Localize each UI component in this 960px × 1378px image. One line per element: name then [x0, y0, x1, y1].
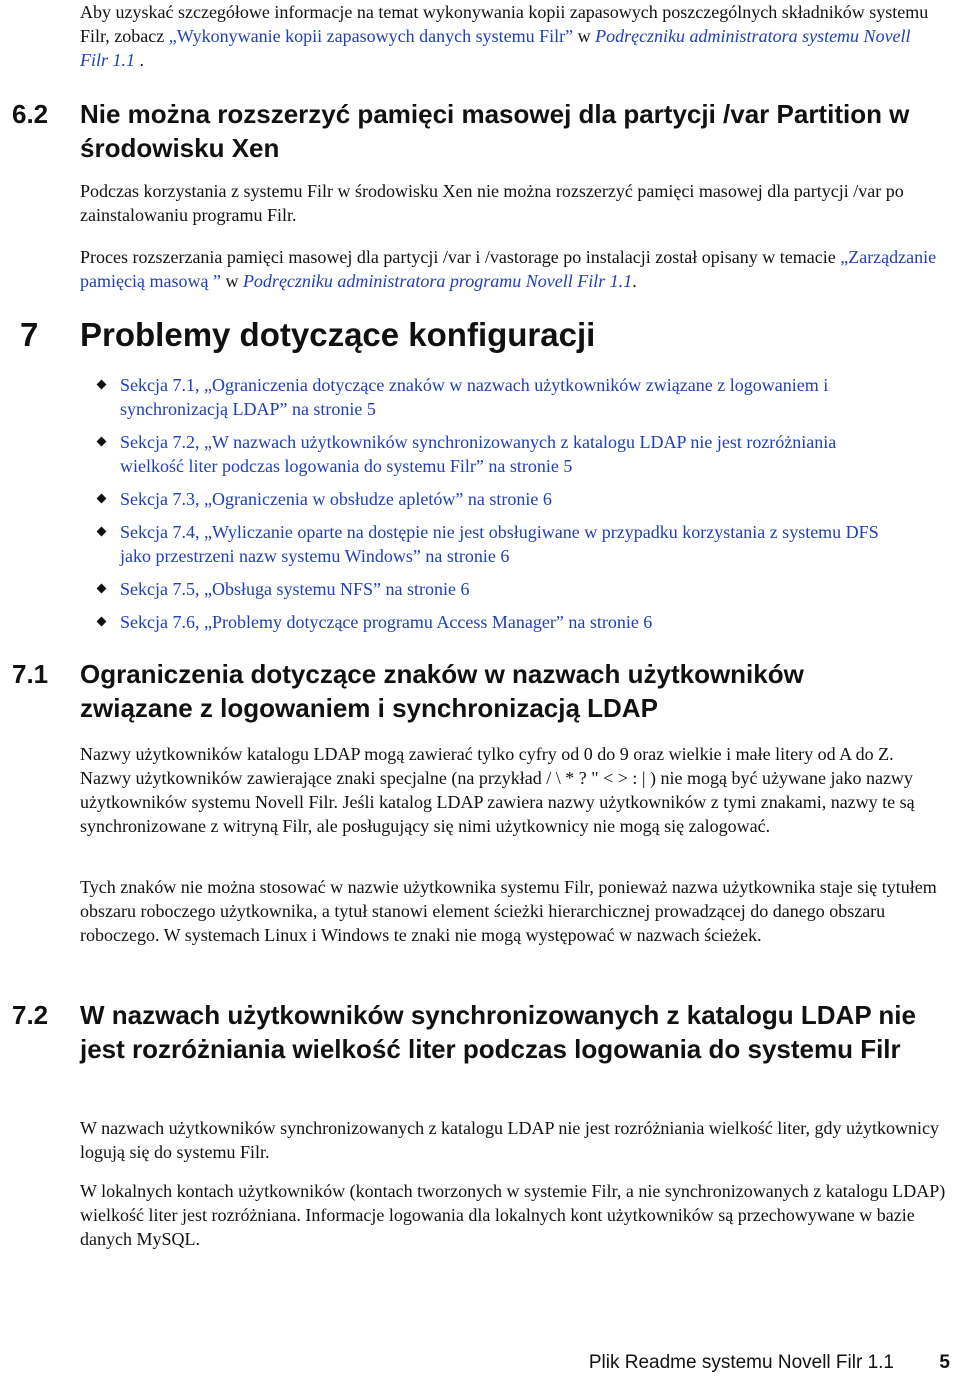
section-7-1-paragraph-1: Nazwy użytkowników katalogu LDAP mogą zawierać tylko cyfry od 0 do 9 oraz wielkie i małe litery od A do Z. Nazwy użytkowników zawierające znaki specjalne (na przykład / \ * ? " < > : | ) nie mogą być używane jako nazwy użytkowników systemu Novell Filr. Jeśli katalog LDAP zawiera nazwy użytkowników z tymi znakami, nazwy te są synchronizowane z witryną Filr, ale posługujący się nimi użytkownicy nie mogą się zalogować.: [80, 744, 915, 836]
storage-management-link[interactable]: „Zarządzanie pamięcią masową ”: [80, 247, 937, 291]
backup-link[interactable]: „Wykonywanie kopii zapasowych danych systemu Filr”: [168, 26, 574, 46]
page-footer: [0, 1352, 960, 1376]
footer-page-number: 5: [939, 1352, 950, 1373]
section-7-1-heading: [0, 657, 940, 725]
toc-item[interactable]: Sekcja 7.1, „Ograniczenia dotyczące znaków w nazwach użytkowników związane z logowaniem i synchronizacją LDAP” na stronie 5: [80, 373, 880, 421]
admin-guide-link[interactable]: Podręczniku administratora programu Novell Filr 1.1: [242, 271, 633, 291]
section-6-2-paragraph-1: Podczas korzystania z systemu Filr w środowisku Xen nie można rozszerzyć pamięci masowej dla partycji /var po zainstalowaniu programu Filr.: [80, 181, 904, 225]
section-7-2-heading: [0, 998, 940, 1066]
toc-item[interactable]: Sekcja 7.6, „Problemy dotyczące programu Access Manager” na stronie 6: [80, 610, 880, 634]
admin-guide-link[interactable]: Podręczniku administratora systemu Novell Filr 1.1: [80, 26, 911, 70]
section-6-2-paragraph-2: Proces rozszerzania pamięci masowej dla partycji /var i /vastorage po instalacji został opisany w temacie „Zarządzanie pamięcią masową ” w Podręczniku administratora programu Novell Filr 1.1.: [80, 247, 937, 291]
chapter-title: Problemy dotyczące konfiguracji: [80, 316, 596, 353]
chapter-7-toc: [80, 373, 880, 643]
section-title: Nie można rozszerzyć pamięci masowej dla partycji /var Partition w środowisku Xen: [80, 99, 910, 163]
toc-item[interactable]: Sekcja 7.3, „Ograniczenia w obsłudze apletów” na stronie 6: [80, 487, 880, 511]
section-number: 6.2: [12, 99, 49, 129]
bullet-icon: [97, 527, 107, 537]
section-title: W nazwach użytkowników synchronizowanych z katalogu LDAP nie jest rozróżniania wielkość liter podczas logowania do systemu Filr: [80, 1000, 916, 1064]
toc-item[interactable]: Sekcja 7.2, „W nazwach użytkowników synchronizowanych z katalogu LDAP nie jest rozróżniania wielkość liter podczas logowania do systemu Filr” na stronie 5: [80, 430, 880, 478]
chapter-number: 7: [20, 316, 39, 353]
section-7-2-paragraph-2: W lokalnych kontach użytkowników (kontach tworzonych w systemie Filr, a nie synchronizowanych z katalogu LDAP) wielkość liter jest rozróżniana. Informacje logowania dla lokalnych kont użytkowników są przechowywane w bazie danych MySQL.: [80, 1181, 946, 1249]
intro-end: .: [135, 50, 145, 70]
intro-lead: Aby uzyskać szczegółowe informacje na temat wykonywania kopii zapasowych poszczególnych składników systemu Filr, zobacz: [80, 2, 929, 46]
bullet-icon: [97, 437, 107, 447]
bullet-icon: [97, 584, 107, 594]
section-number: 7.2: [12, 1000, 49, 1030]
intro-paragraph: [80, 0, 940, 72]
intro-mid: w: [573, 26, 596, 46]
section-7-1-paragraph-2: Tych znaków nie można stosować w nazwie użytkownika systemu Filr, ponieważ nazwa użytkownika staje się tytułem obszaru roboczego użytkownika, a tytuł stanowi element ścieżki hierarchicznej prowadzącej do danego obszaru roboczego. W systemach Linux i Windows te znaki nie mogą występować w nazwach ścieżek.: [80, 877, 937, 945]
section-7-2-paragraph-1: W nazwach użytkowników synchronizowanych z katalogu LDAP nie jest rozróżniania wielkość liter, gdy użytkownicy logują się do systemu Filr.: [80, 1118, 940, 1162]
footer-doc-title: Plik Readme systemu Novell Filr 1.1: [588, 1352, 894, 1373]
bullet-icon: [97, 617, 107, 627]
section-title: Ograniczenia dotyczące znaków w nazwach użytkowników związane z logowaniem i synchronizacją LDAP: [80, 659, 804, 723]
section-6-2-heading: [0, 97, 940, 165]
toc-item[interactable]: Sekcja 7.5, „Obsługa systemu NFS” na stronie 6: [80, 577, 880, 601]
toc-item[interactable]: Sekcja 7.4, „Wyliczanie oparte na dostępie nie jest obsługiwane w przypadku korzystania z systemu DFS jako przestrzeni nazw systemu Windows” na stronie 6: [80, 520, 880, 568]
bullet-icon: [97, 494, 107, 504]
bullet-icon: [97, 380, 107, 390]
section-number: 7.1: [12, 659, 49, 689]
